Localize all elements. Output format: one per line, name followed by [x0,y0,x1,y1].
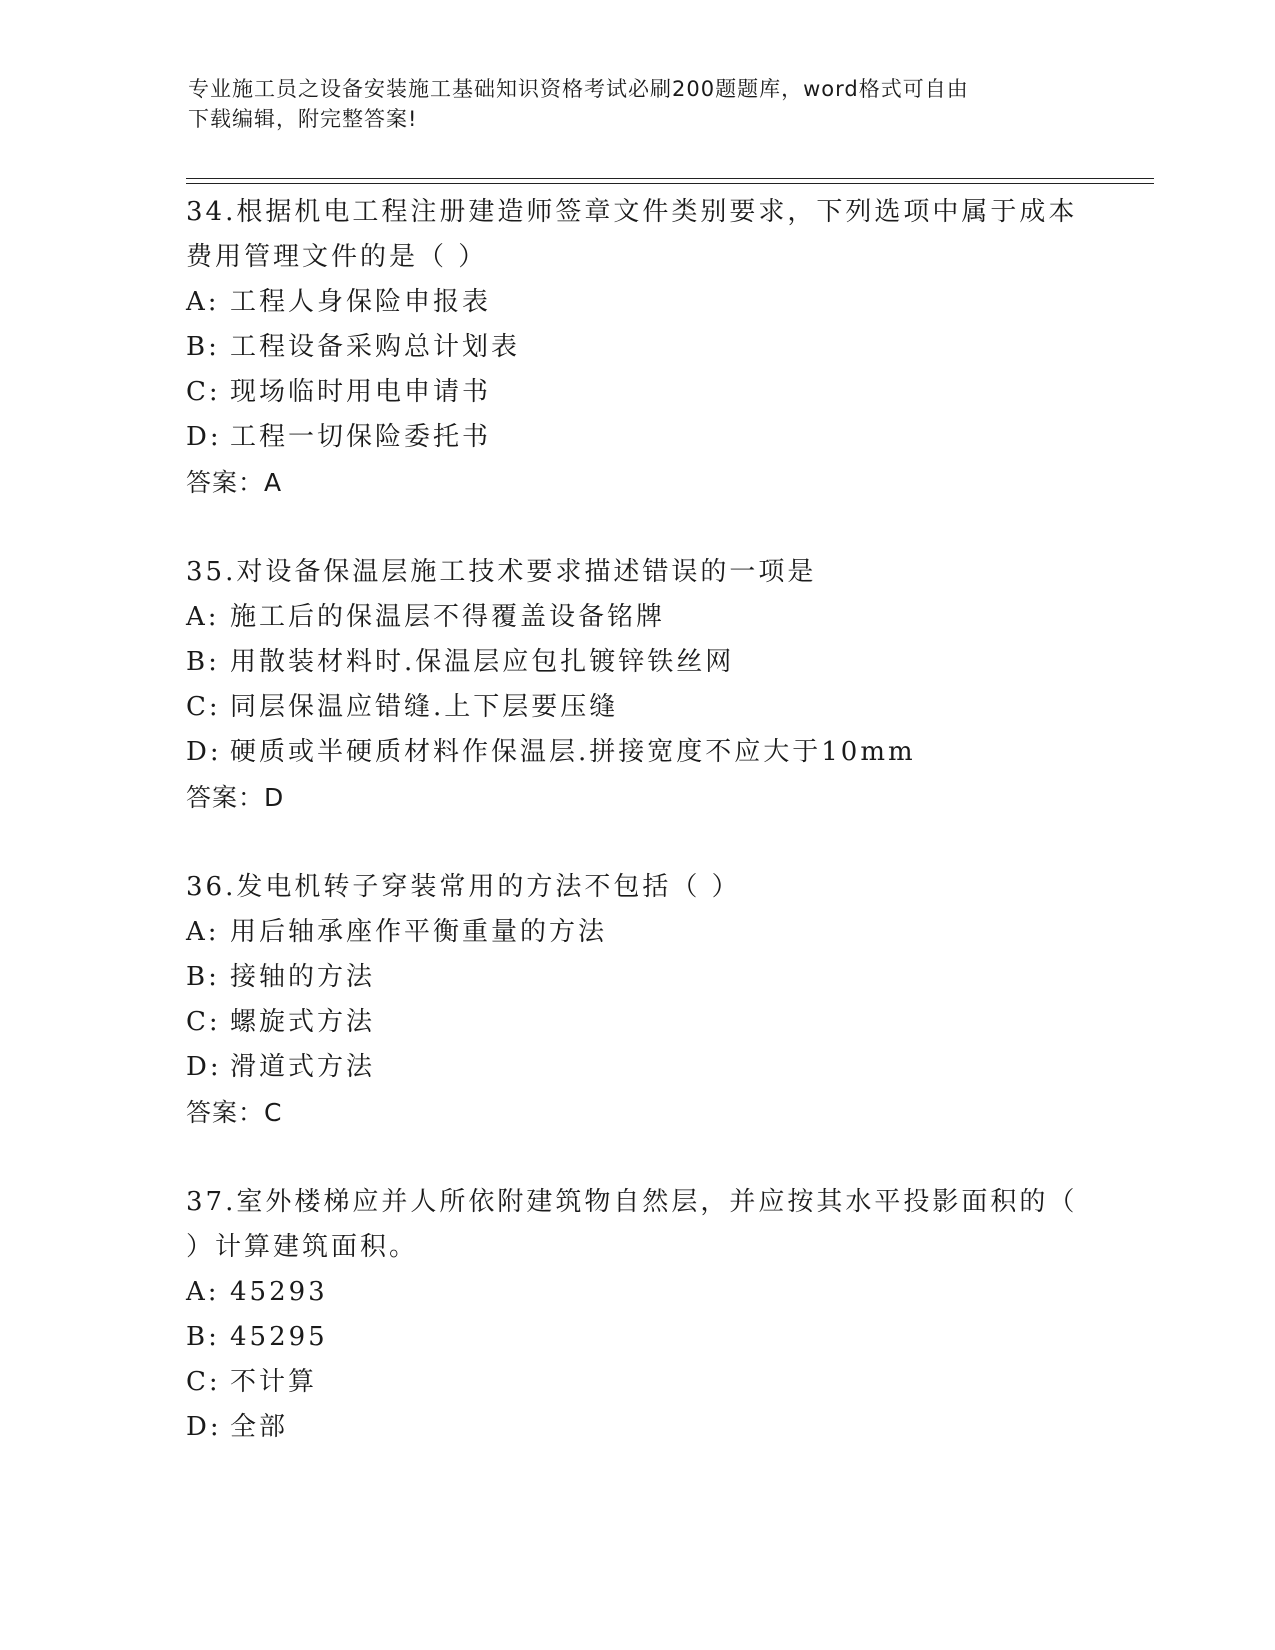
option-key: B: [186,962,220,992]
option-key: C: [186,692,221,722]
option-key: D: [186,737,222,767]
option-key: B: [186,1322,220,1352]
option-b [186,1315,1086,1360]
option-key: C: [186,1007,221,1037]
question-stem-line-2: ）计算建筑面积。 [186,1232,419,1262]
option-d [186,1405,1086,1450]
option-c [186,1000,1086,1045]
answer-line: 答案：D [186,783,285,812]
question-stem-line-2: 费用管理文件的是（ ） [186,242,488,272]
answer-line: 答案：C [186,1098,283,1127]
option-key: A: [186,1277,220,1307]
option-c [186,370,1086,415]
header-divider-top [186,178,1154,179]
answer-line: 答案：A [186,468,283,497]
header-divider-bottom [186,183,1154,184]
option-text: 全部 [230,1412,289,1442]
option-a [186,1270,1086,1315]
header-line-2: 下载编辑，附完整答案! [188,107,418,131]
document-header [188,74,1068,134]
option-b [186,640,1086,685]
option-c [186,1360,1086,1405]
option-text: 用后轴承座作平衡重量的方法 [230,917,608,947]
option-text: 工程设备采购总计划表 [230,332,521,362]
question-stem-line-1: 37.室外楼梯应并人所依附建筑物自然层，并应按其水平投影面积的（ [186,1187,1078,1217]
option-text: 现场临时用电申请书 [230,377,492,407]
option-a [186,280,1086,325]
header-line-1: 专业施工员之设备安装施工基础知识资格考试必刷200题题库，word格式可自由 [188,77,969,101]
question-stem-line-1: 36.发电机转子穿装常用的方法不包括（ ） [186,872,741,902]
question-36 [186,865,1086,1135]
question-stem-line-1: 35.对设备保温层施工技术要求描述错误的一项是 [186,557,817,587]
option-text: 工程一切保险委托书 [230,422,492,452]
option-key: C: [186,1367,221,1397]
option-key: C: [186,377,221,407]
option-key: B: [186,647,220,677]
option-text: 用散装材料时.保温层应包扎镀锌铁丝网 [230,647,735,677]
option-text: 接轴的方法 [230,962,376,992]
option-a [186,595,1086,640]
question-stem [186,550,1086,595]
question-stem [186,190,1086,280]
option-key: A: [186,287,220,317]
option-text: 45295 [230,1322,328,1352]
question-34 [186,190,1086,505]
question-37 [186,1180,1086,1450]
option-key: D: [186,422,222,452]
option-a [186,910,1086,955]
question-stem [186,1180,1086,1270]
option-key: A: [186,602,220,632]
option-text: 45293 [230,1277,328,1307]
option-text: 施工后的保温层不得覆盖设备铭牌 [230,602,666,632]
question-stem-line-1: 34.根据机电工程注册建造师签章文件类别要求，下列选项中属于成本 [186,197,1078,227]
option-d [186,1045,1086,1090]
option-text: 不计算 [230,1367,318,1397]
option-text: 同层保温应错缝.上下层要压缝 [230,692,619,722]
question-stem [186,865,1086,910]
option-d [186,730,1086,775]
question-list [186,190,1086,1450]
option-b [186,325,1086,370]
option-text: 硬质或半硬质材料作保温层.拼接宽度不应大于10mm [230,737,916,767]
option-text: 螺旋式方法 [230,1007,376,1037]
option-b [186,955,1086,1000]
option-key: D: [186,1052,222,1082]
question-35 [186,550,1086,820]
option-key: A: [186,917,220,947]
option-text: 滑道式方法 [230,1052,376,1082]
option-key: B: [186,332,220,362]
option-d [186,415,1086,460]
option-c [186,685,1086,730]
option-text: 工程人身保险申报表 [230,287,492,317]
option-key: D: [186,1412,222,1442]
